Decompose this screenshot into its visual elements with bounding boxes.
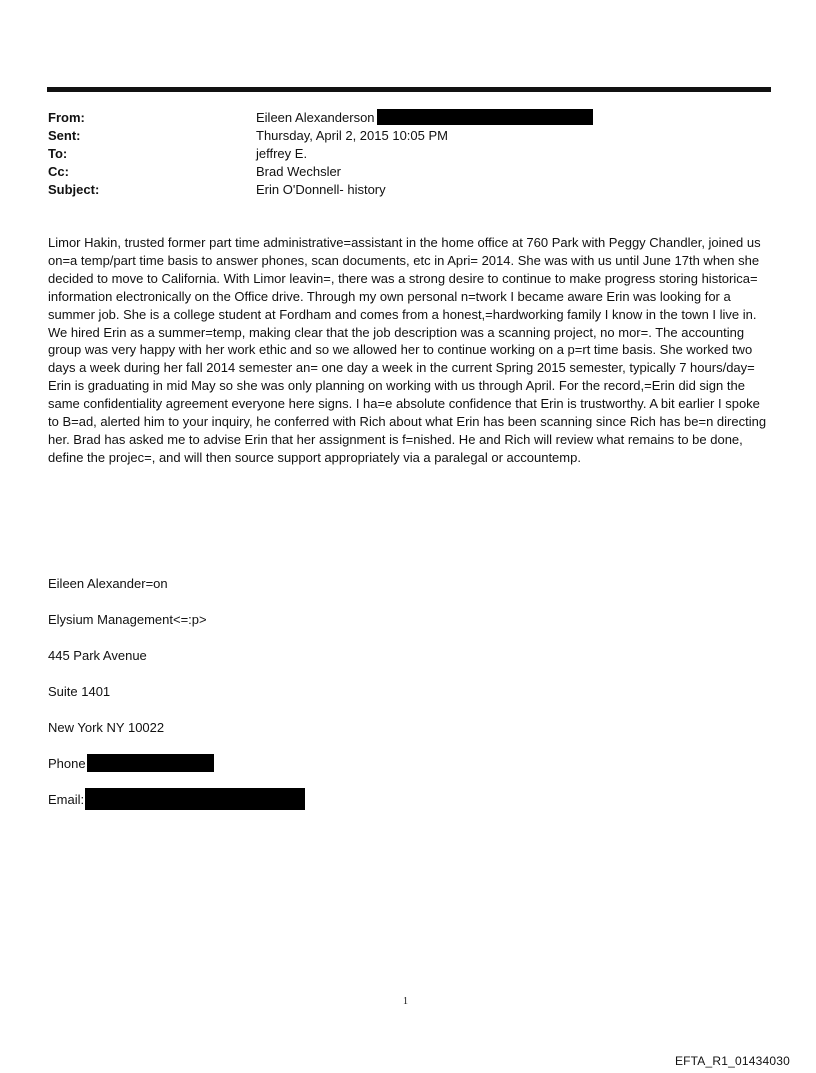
body-paragraph: Limor Hakin, trusted former part time administrative=assistant in the home office at 760 Park with Peggy Chandler, joined us on=a temp/part time basis to answer phones, scan documents, etc in Apri= 2014. She was with us until June 17th when she decided to move to California. With Limor leavin=, there was a strong desire to continue to make progress storing historica= information electronically on the Office drive. Through my own personal n=twork I became aware Erin was looking for a summer job. She is a college student at Fordham and comes from a honest,=hardworking family I know in the town I live in. We hired Erin as a summer=temp, making clear that the job description was a scanning project, no mor=. The accounting group was very happy with her work ethic and so we allowed her to continue working on a p=rt time basis. She worked two days a week during her fall 2014 semester an= one day a week in the current Spring 2015 semester, typically 7 hours/day= Erin is graduating in mid May so she was only planning on working with us through April. For the record,=Erin did sign the same confidentiality agreement everyone here signs. I ha=e absolute confidence that Erin is trustworthy. A bit earlier I spoke to B=ad, alerted him to your inquiry, he conferred with Rich about what Erin has been scanning since Rich has be=n directing her. Brad has asked me to advise Erin that her assignment is f=nished. He and Rich will review what remains to be done, define the projec=, and will then source support appropriately via a paralegal or accountemp. [48,235,767,465]
to-value: jeffrey E. [256,146,308,161]
to-label: To: [48,146,68,161]
page-number: 1 [403,996,408,1007]
subject-row [47,181,771,199]
sent-label: Sent: [48,128,81,143]
signature-name: Eileen Alexander=on [48,576,168,591]
document-id: EFTA_R1_01434030 [674,1054,790,1068]
from-value [256,109,593,127]
subject-value: Erin O'Donnell- history [256,182,386,197]
phone-label: Phone [48,756,86,771]
sent-value: Thursday, April 2, 2015 10:05 PM [256,128,448,143]
subject-label: Subject: [48,182,100,197]
redaction-box [377,109,593,125]
cc-row [47,163,771,181]
signature-block [48,575,448,827]
signature-email [48,791,448,827]
cc-label: Cc: [48,164,69,179]
signature-address-1: 445 Park Avenue [48,648,147,663]
redaction-box [87,754,214,772]
signature-city: New York NY 10022 [48,720,165,735]
from-label: From: [48,110,85,125]
sent-row [47,127,771,145]
cc-value: Brad Wechsler [256,164,342,179]
signature-company: Elysium Management<=:p> [48,612,207,627]
signature-phone [48,755,448,791]
header-rule [47,87,771,92]
email-label: Email: [48,792,85,807]
from-name: Eileen Alexanderson [256,110,375,125]
email-body [48,234,772,467]
email-header [47,109,771,199]
to-row [47,145,771,163]
redaction-box [85,788,305,810]
signature-address-2: Suite 1401 [48,684,111,699]
from-row [47,109,771,127]
